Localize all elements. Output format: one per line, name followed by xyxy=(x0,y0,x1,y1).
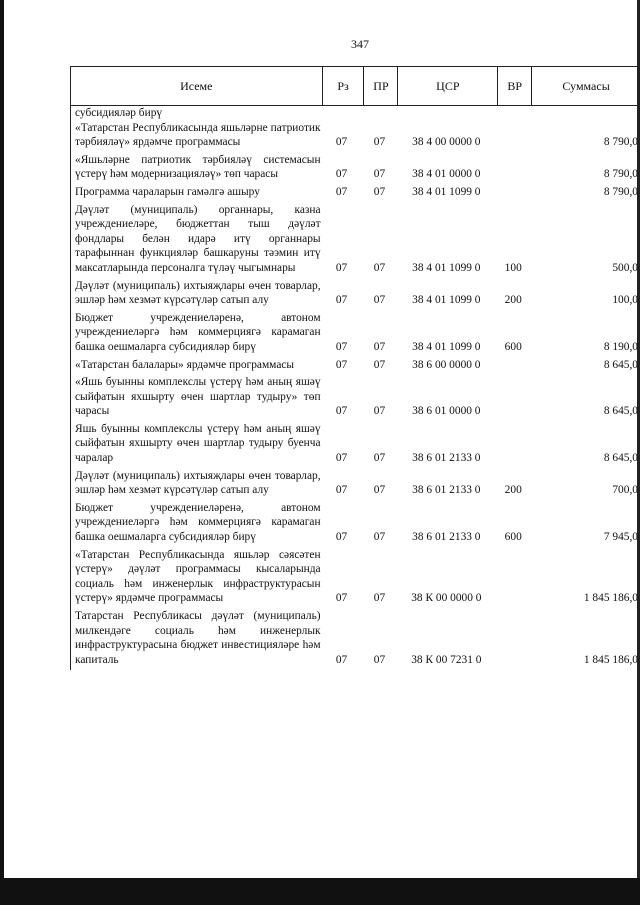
cell-rz: 07 xyxy=(335,168,348,181)
table-row xyxy=(71,279,640,308)
cell-rz: 07 xyxy=(335,340,348,353)
cell-pr: 07 xyxy=(373,168,386,181)
cell-name: «Татарстан Республикасында яшьләр сәясәтен үстерү» дәүләт программасы кысаларында социаль һәм инженерлык инфраструктурасын үстерү» ярдәмче программасы xyxy=(75,548,321,605)
cell-name: Яшь буынны комплекслы үстерү һәм аның яшәү сыйфатын яхшырту өчен шартлар тудыру буенча чаралар xyxy=(75,422,321,465)
table-row xyxy=(71,153,640,182)
table-row xyxy=(71,185,640,200)
cell-name: «Яшь буынны комплекслы үстерү һәм аның яшәү сыйфатын яхшырту өчен шартлар тудыру» төп чарасы xyxy=(75,376,321,418)
table-row xyxy=(71,375,640,419)
cell-sum: 7 945,0 xyxy=(603,531,638,544)
cell-sum: 8 790,0 xyxy=(603,136,638,149)
header-csr: ЦСР xyxy=(398,67,498,105)
cell-csr: 38 4 01 0000 0 xyxy=(412,168,481,181)
cell-pr: 07 xyxy=(373,484,386,497)
cell-name: Бюджет учреждениеләренә, автоном учреждениеләргә һәм коммерциягә карамаган башка оешмаларга субсидияләр бирү xyxy=(75,311,321,353)
cell-sum: 8 645,0 xyxy=(603,452,638,465)
cell-sum: 1 845 186,0 xyxy=(583,653,638,666)
cell-sum: 8 790,0 xyxy=(603,168,638,181)
cell-sum: 8 645,0 xyxy=(603,358,638,371)
cell-rz: 07 xyxy=(335,653,348,666)
cell-rz: 07 xyxy=(335,185,348,198)
cell-pr: 07 xyxy=(373,592,386,605)
cell-rz: 07 xyxy=(335,136,348,149)
cell-name: «Татарстан Республикасында яшьләрне патриотик тәрбияләү» ярдәмче программасы xyxy=(75,121,321,149)
table-row xyxy=(71,106,640,121)
header-name: Исеме xyxy=(71,67,323,105)
cell-rz: 07 xyxy=(335,294,348,307)
cell-name: Программа чараларын гамәлгә ашыру xyxy=(75,185,260,198)
table-row xyxy=(71,501,640,545)
cell-vr: 600 xyxy=(504,340,522,353)
cell-csr: 38 6 01 2133 0 xyxy=(412,452,481,465)
cell-sum: 8 190,0 xyxy=(603,340,638,353)
table-row xyxy=(71,422,640,466)
budget-table xyxy=(70,66,640,670)
cell-rz: 07 xyxy=(335,358,348,371)
cell-pr: 07 xyxy=(373,340,386,353)
cell-name: Бюджет учреждениеләренә, автоном учреждениеләргә һәм коммерциягә карамаган башка оешмаларга субсидияләр бирү xyxy=(75,501,321,544)
header-sum: Суммасы xyxy=(562,78,610,93)
cell-csr: 38 4 00 0000 0 xyxy=(412,136,481,149)
cell-name: «Татарстан балалары» ярдәмче программасы xyxy=(75,358,295,371)
cell-vr: 200 xyxy=(504,294,522,307)
cell-rz: 07 xyxy=(335,261,348,274)
cell-vr: 100 xyxy=(504,261,522,274)
page-number: 347 xyxy=(351,37,369,51)
cell-name: субсидияләр бирү xyxy=(75,107,163,119)
cell-csr: 38 6 01 0000 0 xyxy=(412,405,481,418)
table-row xyxy=(71,311,640,355)
cell-csr: 38 6 01 2133 0 xyxy=(412,484,481,497)
cell-vr: 200 xyxy=(504,484,522,497)
table-row xyxy=(71,548,640,606)
cell-rz: 07 xyxy=(335,405,348,418)
cell-csr: 38 6 00 0000 0 xyxy=(412,358,481,371)
cell-sum: 8 645,0 xyxy=(603,405,638,418)
table-row xyxy=(71,609,640,667)
table-row xyxy=(71,358,640,373)
table-row xyxy=(71,121,640,150)
table-row xyxy=(71,469,640,498)
cell-pr: 07 xyxy=(373,452,386,465)
cell-pr: 07 xyxy=(373,261,386,274)
scan-bottom-edge xyxy=(0,878,640,905)
cell-csr: 38 4 01 1099 0 xyxy=(412,261,481,274)
cell-name: Дәүләт (муниципаль) органнары, казна учреждениеләре, бюджеттан тыш дәүләт фондлары белән идарә итү органнары тарафыннан функцияләр башкаруны тәэмин итү максатларында персоналга түләү чыгымнары xyxy=(75,203,321,274)
cell-name: Дәүләт (муниципаль) ихтыяҗлары өчен товарлар, эшләр һәм хезмәт күрсәтүләр сатып алу xyxy=(75,279,321,307)
cell-name: «Яшьләрне патриотик тәрбияләү системасын үстерү һәм модернизацияләү» төп чарасы xyxy=(75,153,321,181)
cell-csr: 38 4 01 1099 0 xyxy=(412,294,481,307)
cell-pr: 07 xyxy=(373,294,386,307)
row-gap xyxy=(71,667,640,670)
cell-sum: 700,0 xyxy=(612,484,638,497)
cell-pr: 07 xyxy=(373,185,386,198)
cell-pr: 07 xyxy=(373,405,386,418)
cell-csr: 38 К 00 0000 0 xyxy=(411,592,482,605)
header-vr: ВР xyxy=(498,67,532,105)
scan-left-edge xyxy=(0,0,4,880)
header-pr: ПР xyxy=(364,67,398,105)
cell-name: Татарстан Республикасы дәүләт (муниципаль) милкендәге социаль һәм инженерлык инфраструктурасына бюджет инвестицияләре һәм капиталь xyxy=(75,610,321,666)
cell-pr: 07 xyxy=(373,136,386,149)
header-rz: Рз xyxy=(323,67,365,105)
cell-csr: 38 4 01 1099 0 xyxy=(412,340,481,353)
cell-pr: 07 xyxy=(373,531,386,544)
cell-sum: 8 790,0 xyxy=(603,185,638,198)
cell-sum: 100,0 xyxy=(612,294,638,307)
cell-csr: 38 6 01 2133 0 xyxy=(412,531,481,544)
table-row xyxy=(71,203,640,276)
cell-pr: 07 xyxy=(373,653,386,666)
cell-pr: 07 xyxy=(373,358,386,371)
table-header xyxy=(70,66,640,106)
cell-vr: 600 xyxy=(504,531,522,544)
cell-sum: 500,0 xyxy=(612,261,638,274)
cell-csr: 38 4 01 1099 0 xyxy=(412,185,481,198)
cell-name: Дәүләт (муниципаль) ихтыяҗлары өчен товарлар, эшләр һәм хезмәт күрсәтүләр сатып алу xyxy=(75,469,321,497)
table-body xyxy=(70,106,640,670)
cell-rz: 07 xyxy=(335,484,348,497)
cell-rz: 07 xyxy=(335,452,348,465)
cell-csr: 38 К 00 7231 0 xyxy=(411,653,482,666)
cell-rz: 07 xyxy=(335,531,348,544)
cell-sum: 1 845 186,0 xyxy=(583,592,638,605)
cell-rz: 07 xyxy=(335,592,348,605)
